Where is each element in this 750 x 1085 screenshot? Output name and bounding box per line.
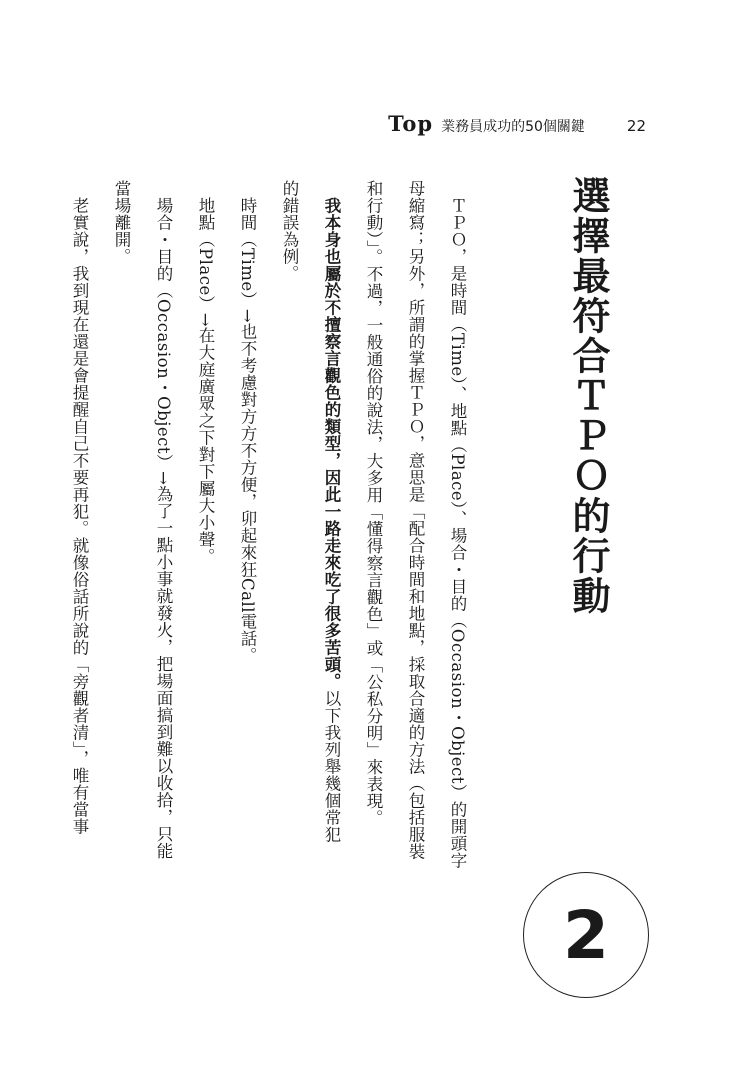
body-line-6: 時間（Time）→也不考慮對方方不方便，卯起來狂Call電話。 (238, 196, 257, 664)
body-line-5: 的錯誤為例。 (280, 180, 299, 282)
body-bold-text: 我本身也屬於不擅察言觀色的類型，因此一路走來吃了很多苦頭。 (322, 196, 341, 690)
body-line-10: 老實說，我到現在還是會提醒自己不要再犯。就像俗話所說的「旁觀者清」，唯有當事 (70, 196, 89, 835)
body-line-2: 母縮寫；另外，所謂的掌握ＴＰＯ，意思是「配合時間和地點，採取合適的方法（包括服裝 (406, 180, 425, 860)
running-header (388, 111, 646, 136)
chapter-number: 2 (563, 896, 609, 974)
body-line-8: 場合・目的（Occasion・Object）→為了一點小事就發火，把場面搞到難以收拾，只能 (154, 196, 173, 859)
body-text (58, 180, 478, 990)
body-line-4 (310, 180, 352, 990)
body-line-9: 當場離開。 (112, 180, 131, 265)
body-line-4-tail: 以下我列舉幾個常犯 (322, 689, 341, 843)
body-line-3: 和行動）」。不過，一般通俗的說法，大多用「懂得察言觀色」或「公私分明」來表現。 (364, 180, 383, 827)
page-number: 22 (626, 117, 646, 135)
chapter-number-badge (523, 872, 649, 998)
body-line-1: ＴＰＯ，是時間（Time）、地點（Place）、場合・目的（Occasion・Object）的開頭字 (448, 196, 467, 869)
chapter-title: 選擇最符合ＴＰＯ的行動 (566, 176, 610, 616)
header-brand: Top (388, 111, 434, 136)
body-line-7: 地點（Place）→在大庭廣眾之下對下屬大小聲。 (196, 196, 215, 565)
header-subtitle: 業務員成功的50個關鍵 (441, 119, 585, 135)
